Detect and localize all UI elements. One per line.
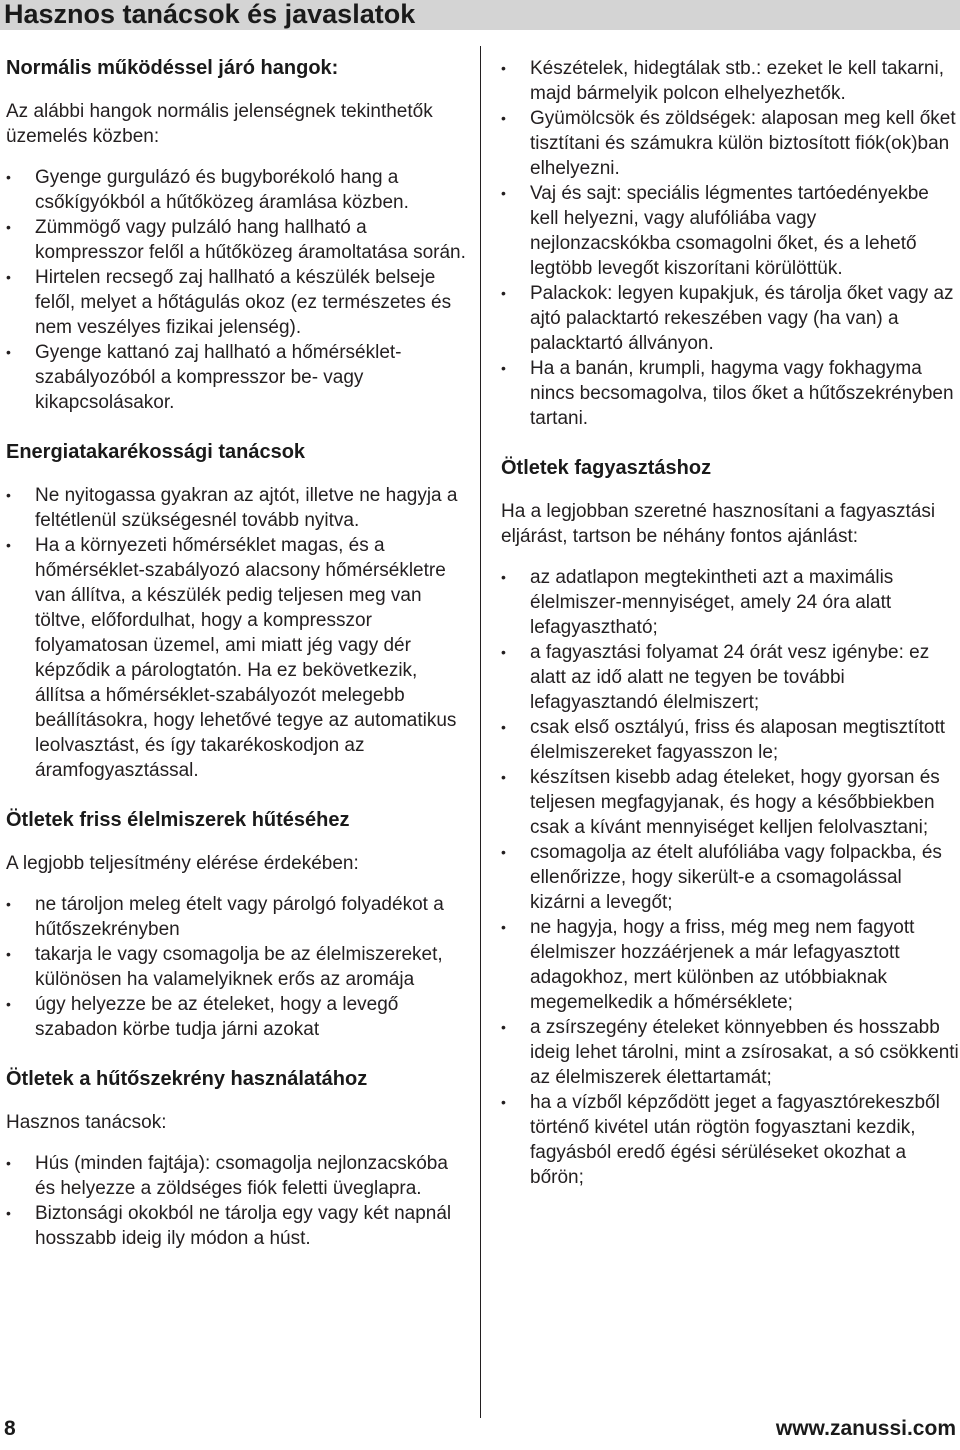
bullet-list <box>501 56 959 431</box>
bullet-icon: • <box>501 919 506 935</box>
bullet-icon: • <box>501 110 506 126</box>
list-item-text: Zümmögő vagy pulzáló hang hallható a kompresszor felől a hűtőközeg áramoltatása során. <box>35 217 466 263</box>
list-item-text: a fagyasztási folyamat 24 órát vesz igénybe: ez alatt az idő alatt ne tegyen be további lefagyasztandó élelmiszert; <box>530 642 930 713</box>
bullet-icon: • <box>6 344 11 360</box>
list-item <box>6 942 466 992</box>
column-divider <box>480 46 481 1418</box>
list-item <box>501 565 959 640</box>
bullet-icon: • <box>6 219 11 235</box>
list-item <box>501 715 959 765</box>
list-item-text: ne tároljon meleg ételt vagy párolgó folyadékot a hűtőszekrényben <box>35 894 444 940</box>
list-item-text: ne hagyja, hogy a friss, még meg nem fagyott élelmiszer hozzáérjenek a már lefagyasztott adagokhoz, mert különben az utóbbiaknak megemelkedik a hőmérséklete; <box>530 917 915 1013</box>
list-item <box>6 1201 466 1251</box>
bullet-icon: • <box>501 719 506 735</box>
list-item <box>501 356 959 431</box>
page-title: Hasznos tanácsok és javaslatok <box>4 0 416 29</box>
list-item-text: ha a vízből képződött jeget a fagyasztórekeszből történő kivétel után rögtön fogyasztani kezdik, fagyásból eredő égési sérüléseket okozhat a bőrön; <box>530 1092 940 1188</box>
section <box>6 56 466 415</box>
section-heading: Normális működéssel járó hangok: <box>6 57 339 79</box>
bullet-icon: • <box>6 946 11 962</box>
list-item <box>501 1015 959 1090</box>
bullet-icon: • <box>501 1094 506 1110</box>
list-item <box>501 765 959 840</box>
list-item <box>6 992 466 1042</box>
section <box>501 456 959 1190</box>
bullet-list <box>6 165 466 415</box>
list-item-text: Gyenge gurgulázó és bugyborékoló hang a csőkígyókból a hűtőközeg áramlása közben. <box>35 167 409 213</box>
list-item <box>501 281 959 356</box>
list-item-text: Gyenge kattanó zaj hallható a hőmérséklet-szabályozóból a kompresszor be- vagy kikapcsolásakor. <box>35 342 402 413</box>
section-intro: A legjobb teljesítmény elérése érdekében: <box>6 853 359 874</box>
list-item-text: az adatlapon megtekintheti azt a maximális élelmiszer-mennyiséget, amely 24 óra alatt lefagyasztható; <box>530 567 894 638</box>
bullet-icon: • <box>6 487 11 503</box>
bullet-icon: • <box>6 269 11 285</box>
section <box>6 1067 466 1251</box>
bullet-icon: • <box>6 169 11 185</box>
list-item <box>501 840 959 915</box>
list-item-text: Hús (minden fajtája): csomagolja nejlonzacskóba és helyezze a zöldséges fiók feletti üveglapra. <box>35 1153 448 1199</box>
list-item-text: Hirtelen recsegő zaj hallható a készülék belseje felől, melyet a hőtágulás okoz (ez természetes és nem veszélyes fizikai jelenség). <box>35 267 452 338</box>
bullet-list <box>6 1151 466 1251</box>
list-item <box>6 533 466 783</box>
list-item-text: Ha a környezeti hőmérséklet magas, és a hőmérséklet-szabályozó alacsony hőmérsékletre van állítva, a készülék pedig teljesen meg van töltve, előfordulhat, hogy a kompresszor folyamatosan üzemel, ami miatt jég vagy dér képződik a párologtatón. Ha ez bekövetkezik, állítsa a hőmérséklet-szabályozót melegebb beállításokra, hogy lehetővé tegye az automatikus leolvasztást, és így takarékoskodjon az áramfogyasztással. <box>35 535 457 781</box>
bullet-list <box>6 892 466 1042</box>
list-item-text: takarja le vagy csomagolja be az élelmiszereket, különösen ha valamelyiknek erős az aromája <box>35 944 443 990</box>
bullet-icon: • <box>6 537 11 553</box>
page-number: 8 <box>4 1417 16 1440</box>
bullet-list <box>501 565 959 1190</box>
bullet-icon: • <box>501 185 506 201</box>
bullet-icon: • <box>501 360 506 376</box>
list-item-text: készítsen kisebb adag ételeket, hogy gyorsan és teljesen megfagyjanak, és hogy a későbbiekben csak a kívánt mennyiséget kelljen felolvasztani; <box>530 767 940 838</box>
bullet-icon: • <box>6 896 11 912</box>
section <box>501 56 959 431</box>
website-link[interactable]: www.zanussi.com <box>775 1417 956 1440</box>
list-item-text: Palackok: legyen kupakjuk, és tárolja őket vagy az ajtó palacktartó rekeszében vagy (ha van) a palacktartó állványon. <box>530 283 954 354</box>
section-intro: Az alábbi hangok normális jelenségnek tekinthetők üzemelés közben: <box>6 101 433 147</box>
bullet-icon: • <box>501 1019 506 1035</box>
list-item <box>6 340 466 415</box>
section-heading: Ötletek a hűtőszekrény használatához <box>6 1068 368 1090</box>
right-column <box>501 56 959 1190</box>
list-item-text: Ha a banán, krumpli, hagyma vagy fokhagyma nincs becsomagolva, tilos őket a hűtőszekrényben tartani. <box>530 358 954 429</box>
bullet-icon: • <box>501 569 506 585</box>
section-intro: Ha a legjobban szeretné hasznosítani a fagyasztási eljárást, tartson be néhány fontos ajánlást: <box>501 501 936 547</box>
bullet-icon: • <box>501 60 506 76</box>
list-item-text: Gyümölcsök és zöldségek: alaposan meg kell őket tisztítani és számukra külön biztosított fiók(ok)ban elhelyezni. <box>530 108 956 179</box>
list-item <box>6 265 466 340</box>
list-item <box>6 483 466 533</box>
section-heading: Ötletek fagyasztáshoz <box>501 457 712 479</box>
bullet-icon: • <box>6 1155 11 1171</box>
section-intro: Hasznos tanácsok: <box>6 1112 167 1133</box>
bullet-icon: • <box>6 996 11 1012</box>
bullet-icon: • <box>501 644 506 660</box>
bullet-icon: • <box>501 844 506 860</box>
bullet-icon: • <box>501 285 506 301</box>
list-item-text: csomagolja az ételt alufóliába vagy folpackba, és ellenőrizze, hogy sikerült-e a csomagolással kizárni a levegőt; <box>530 842 942 913</box>
page-header <box>0 0 960 30</box>
list-item <box>501 640 959 715</box>
list-item-text: Vaj és sajt: speciális légmentes tartóedényekbe kell helyezni, vagy alufóliába vagy nejlonzacskókba csomagolni őket, és a lehető legtöbb levegőt kiszorítani körülöttük. <box>530 183 929 279</box>
list-item-text: Készételek, hidegtálak stb.: ezeket le kell takarni, majd bármelyik polcon elhelyezhetők. <box>530 58 945 104</box>
list-item-text: csak első osztályú, friss és alaposan megtisztított élelmiszereket fagyasszon le; <box>530 717 946 763</box>
list-item-text: úgy helyezze be az ételeket, hogy a levegő szabadon körbe tudja járni azokat <box>35 994 399 1040</box>
list-item-text: Ne nyitogassa gyakran az ajtót, illetve ne hagyja a feltétlenül szükségesnél tovább nyitva. <box>35 485 458 531</box>
list-item-text: a zsírszegény ételeket könnyebben és hosszabb ideig lehet tárolni, mint a zsírosakat, a só csökkenti az élelmiszerek élettartamát; <box>530 1017 959 1088</box>
left-column <box>6 56 466 1251</box>
list-item <box>6 215 466 265</box>
list-item <box>6 892 466 942</box>
section <box>6 808 466 1042</box>
list-item <box>501 1090 959 1190</box>
list-item <box>501 181 959 281</box>
list-item <box>501 56 959 106</box>
section-heading: Ötletek friss élelmiszerek hűtéséhez <box>6 809 350 831</box>
section <box>6 440 466 783</box>
list-item <box>501 915 959 1015</box>
bullet-icon: • <box>6 1205 11 1221</box>
list-item-text: Biztonsági okokból ne tárolja egy vagy két napnál hosszabb ideig ily módon a húst. <box>35 1203 452 1249</box>
bullet-icon: • <box>501 769 506 785</box>
list-item <box>501 106 959 181</box>
section-heading: Energiatakarékossági tanácsok <box>6 441 306 463</box>
list-item <box>6 165 466 215</box>
list-item <box>6 1151 466 1201</box>
bullet-list <box>6 483 466 783</box>
